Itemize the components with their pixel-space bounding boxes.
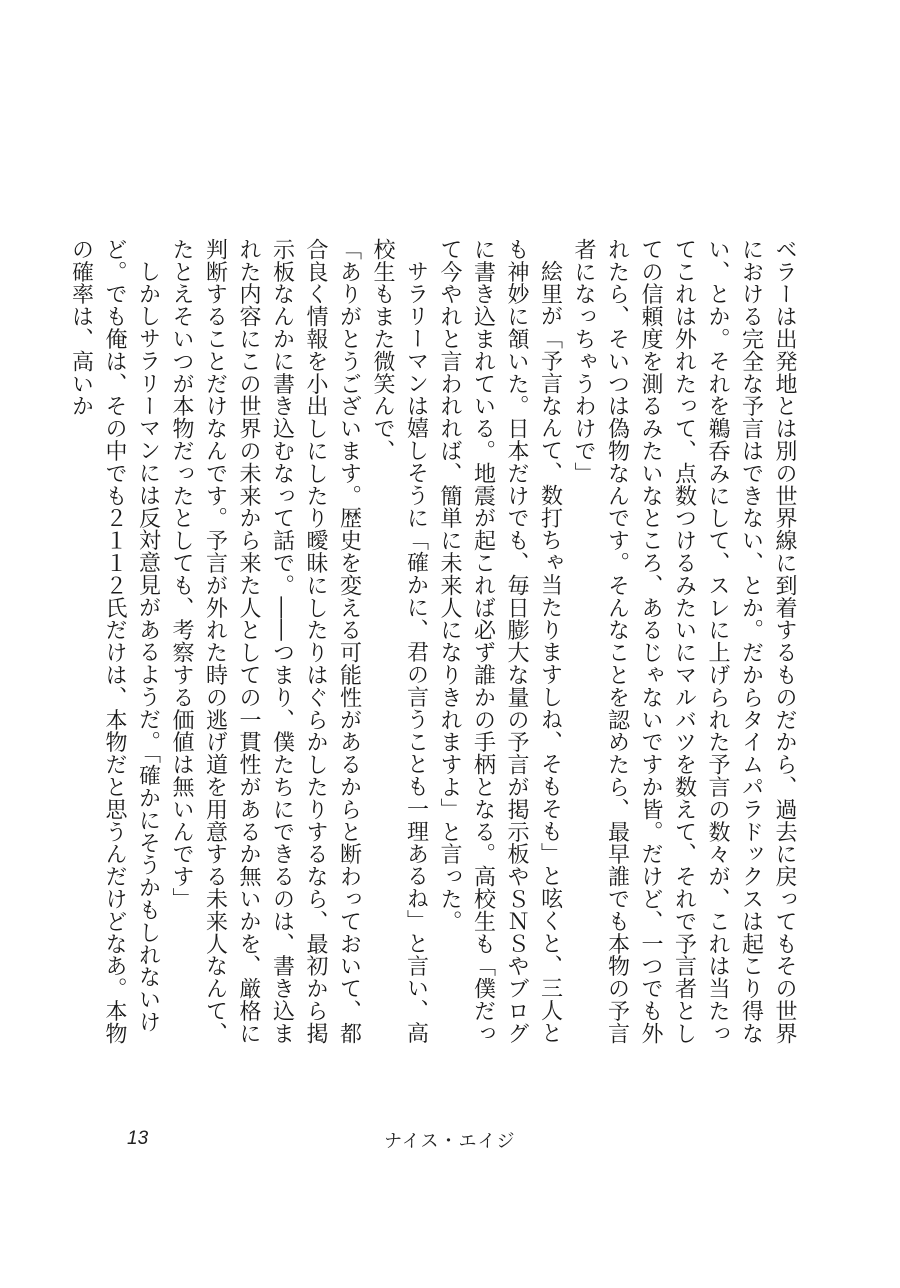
vertical-body-text — [68, 238, 801, 1053]
paragraph-1: ベラーは出発地とは別の世界線に到着するものだから、過去に戻ってもその世界における完全な予言はできない、とか。だからタイムパラドックスは起こり得ない、とか。それを鵜呑みにして、スレに上げられた予言の数々が、これは当たってこれは外れたって、点数つけるみたいにマルバツを数えて、それで予言者としての信頼度を測るみたいなところ、あるじゃないですか皆。だけど、一つでも外れたら、そいつは偽物なんです。そんなことを認めたら、最早誰でも本物の予言者になっちゃうわけで」 — [571, 238, 797, 1045]
paragraph-2: 絵里が「予言なんて、数打ちゃ当たりますしね、そもそも」と呟くと、三人とも神妙に頷いた。日本だけでも、毎日膨大な量の予言が掲示板やＳＮＳやブログに書き込まれている。地震が起これば必ず誰かの手柄となる。高校生も「僕だって今やれと言われれば、簡単に未来人になりきれますよ」と言った。 — [437, 238, 563, 1045]
running-title: ナイス・エイジ — [384, 1131, 516, 1152]
paragraph-3: サラリーマンは嬉しそうに「確かに、君の言うことも一理あるね」と言い、高校生もまた微笑んで、 — [370, 238, 429, 1044]
paragraph-4: 「ありがとうございます。歴史を変える可能性があるからと断わっておいて、都合良く情報を小出しにしたり曖昧にしたりはぐらかしたりするなら、最初から掲示板なんかに書き込むなって話で。――つまり、僕たちにできるのは、書き込まれた内容にこの世界の未来から来た人としての一貫性があるか無いかを、厳格に判断することだけなんです。予言が外れた時の逃げ道を用意する未来人なんて、たとえそいつが本物だったとしても、考察する価値は無いんです」 — [169, 238, 362, 1045]
paragraph-5: しかしサラリーマンには反対意見があるようだ。「確かにそうかもしれないけど。でも俺は、その中でも２１１２氏だけは、本物だと思うんだけどなあ。本物の確率は、高いか — [68, 238, 161, 1045]
page-number: 13 — [127, 1128, 149, 1149]
